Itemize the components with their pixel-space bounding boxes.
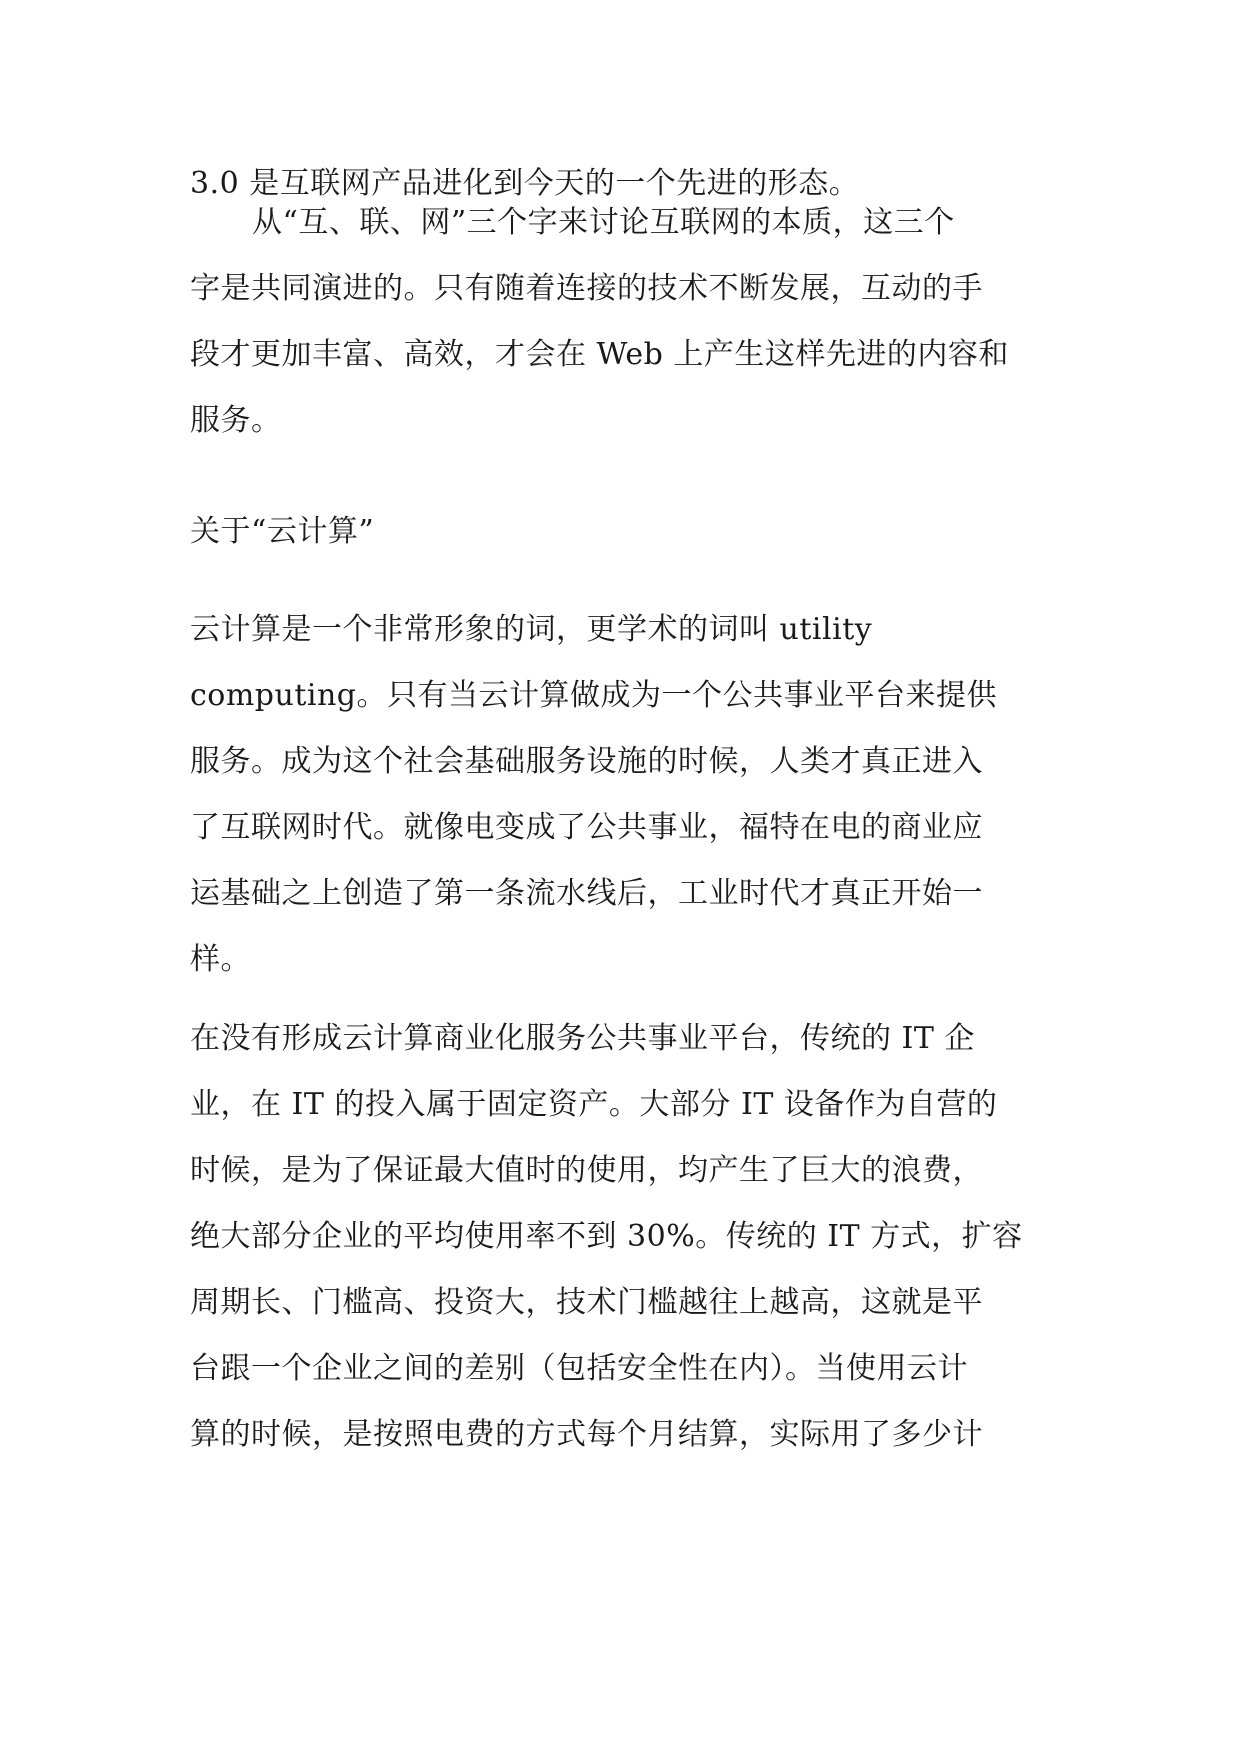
text-line: 段才更加丰富、高效，才会在 Web 上产生这样先进的内容和: [190, 337, 1009, 372]
text-line: 云计算是一个非常形象的词，更学术的词叫 utility: [190, 612, 873, 647]
text-line: 业，在 IT 的投入属于固定资产。大部分 IT 设备作为自营的: [190, 1087, 998, 1122]
text-line: 台跟一个企业之间的差别（包括安全性在内）。当使用云计: [190, 1351, 968, 1386]
section-heading: [190, 499, 1070, 565]
text-line: 了互联网时代。就像电变成了公共事业，福特在电的商业应: [190, 810, 983, 845]
text-line: 周期长、门槛高、投资大，技术门槛越往上越高，这就是平: [190, 1285, 983, 1320]
paragraph-traditional-it: [190, 1006, 1070, 1468]
text-line: 样。: [190, 942, 251, 977]
text-line: 字是共同演进的。只有随着连接的技术不断发展，互动的手: [190, 271, 983, 306]
text-line: 从“互、联、网”三个字来讨论互联网的本质，这三个: [252, 205, 955, 240]
text-line: 算的时候，是按照电费的方式每个月结算，实际用了多少计: [190, 1417, 983, 1452]
text-line: 3.0 是互联网产品进化到今天的一个先进的形态。: [190, 166, 860, 201]
paragraph-cloud-computing: [190, 597, 1070, 993]
text-line: 运基础之上创造了第一条流水线后，工业时代才真正开始一: [190, 876, 983, 911]
text-line: 服务。: [190, 403, 282, 438]
text-line: computing。只有当云计算做成为一个公共事业平台来提供: [190, 678, 998, 713]
text-line: 服务。成为这个社会基础服务设施的时候，人类才真正进入: [190, 744, 983, 779]
heading-text: 关于“云计算”: [190, 514, 375, 549]
text-line: 时候，是为了保证最大值时的使用，均产生了巨大的浪费，: [190, 1153, 983, 1188]
text-line: 绝大部分企业的平均使用率不到 30%。传统的 IT 方式，扩容: [190, 1219, 1023, 1254]
paragraph-internet-essence: [190, 190, 1070, 454]
text-line: 在没有形成云计算商业化服务公共事业平台，传统的 IT 企: [190, 1021, 975, 1056]
